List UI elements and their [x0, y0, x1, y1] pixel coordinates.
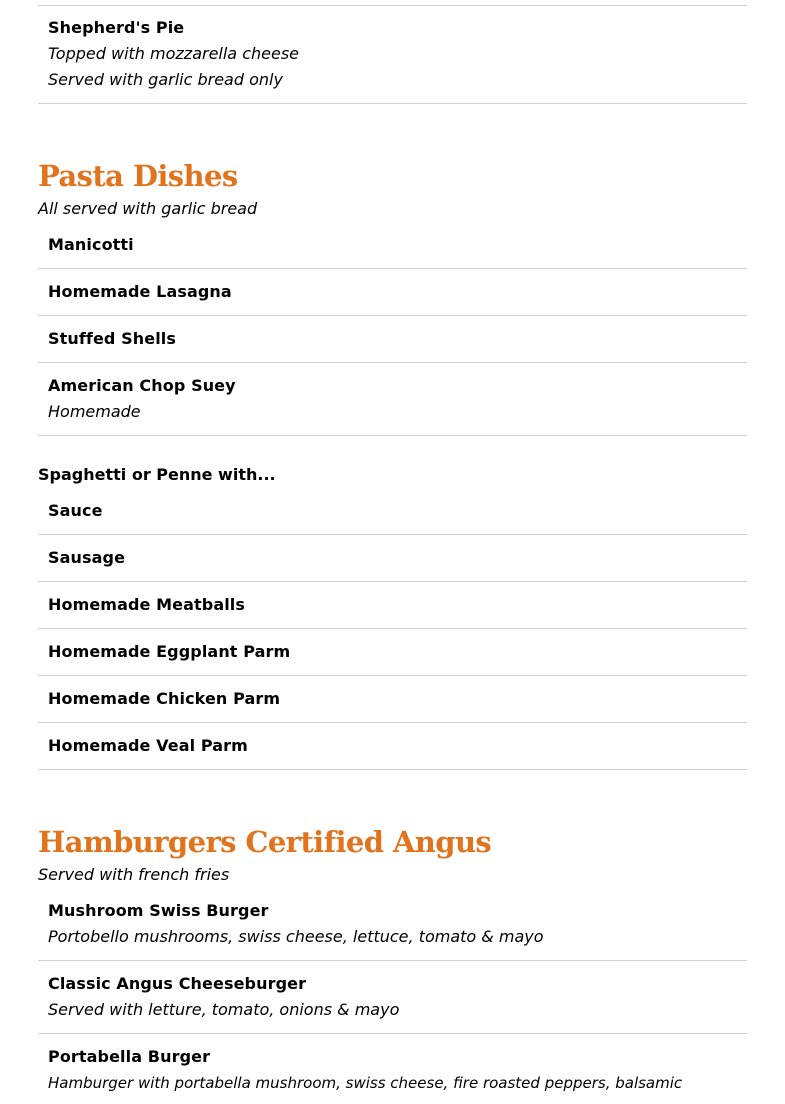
menu-item-portabella-burger: [38, 1044, 747, 1104]
item-name: Homemade Meatballs: [48, 595, 246, 614]
menu-item-meatballs: [38, 592, 747, 629]
menu-item-chicken-parm: [38, 686, 747, 723]
menu-item-shepherds-pie: [38, 15, 747, 104]
item-name: Portabella Burger: [48, 1047, 211, 1066]
item-name: Classic Angus Cheeseburger: [48, 974, 307, 993]
item-name: Homemade Veal Parm: [48, 736, 248, 755]
menu-item-sauce: [38, 498, 747, 535]
item-name: Homemade Lasagna: [48, 282, 232, 301]
item-name: American Chop Suey: [48, 376, 236, 395]
item-description: Served with letture, tomato, onions & mayo: [48, 1000, 400, 1019]
menu-item-sausage: [38, 545, 747, 582]
section-title-pasta: Pasta Dishes: [38, 159, 238, 193]
top-divider: [38, 5, 747, 6]
item-name: Homemade Chicken Parm: [48, 689, 281, 708]
section-title-hamburgers: Hamburgers Certified Angus: [38, 825, 492, 859]
item-name: Mushroom Swiss Burger: [48, 901, 269, 920]
section-subtitle-pasta: All served with garlic bread: [38, 199, 258, 218]
subheading-spaghetti-penne: Spaghetti or Penne with...: [38, 465, 276, 484]
item-description: Homemade: [48, 402, 141, 421]
menu-item-manicotti: [38, 232, 747, 269]
item-description: Hamburger with portabella mushroom, swiss cheese, fire roasted peppers, balsamic: [48, 1074, 683, 1092]
menu-item-mushroom-swiss-burger: [38, 898, 747, 961]
menu-item-veal-parm: [38, 733, 747, 770]
item-name: Shepherd's Pie: [48, 18, 185, 37]
menu-item-classic-cheeseburger: [38, 971, 747, 1034]
item-name: Stuffed Shells: [48, 329, 177, 348]
item-name: Homemade Eggplant Parm: [48, 642, 291, 661]
menu-item-eggplant-parm: [38, 639, 747, 676]
menu-item-chop-suey: [38, 373, 747, 436]
menu-item-lasagna: [38, 279, 747, 316]
menu-item-stuffed-shells: [38, 326, 747, 363]
item-name: Manicotti: [48, 235, 134, 254]
section-subtitle-hamburgers: Served with french fries: [38, 865, 230, 884]
item-name: Sauce: [48, 501, 103, 520]
item-name: Sausage: [48, 548, 126, 567]
item-description: Topped with mozzarella cheese: [48, 44, 299, 63]
item-description: Served with garlic bread only: [48, 70, 283, 89]
item-description: Portobello mushrooms, swiss cheese, lettuce, tomato & mayo: [48, 927, 544, 946]
